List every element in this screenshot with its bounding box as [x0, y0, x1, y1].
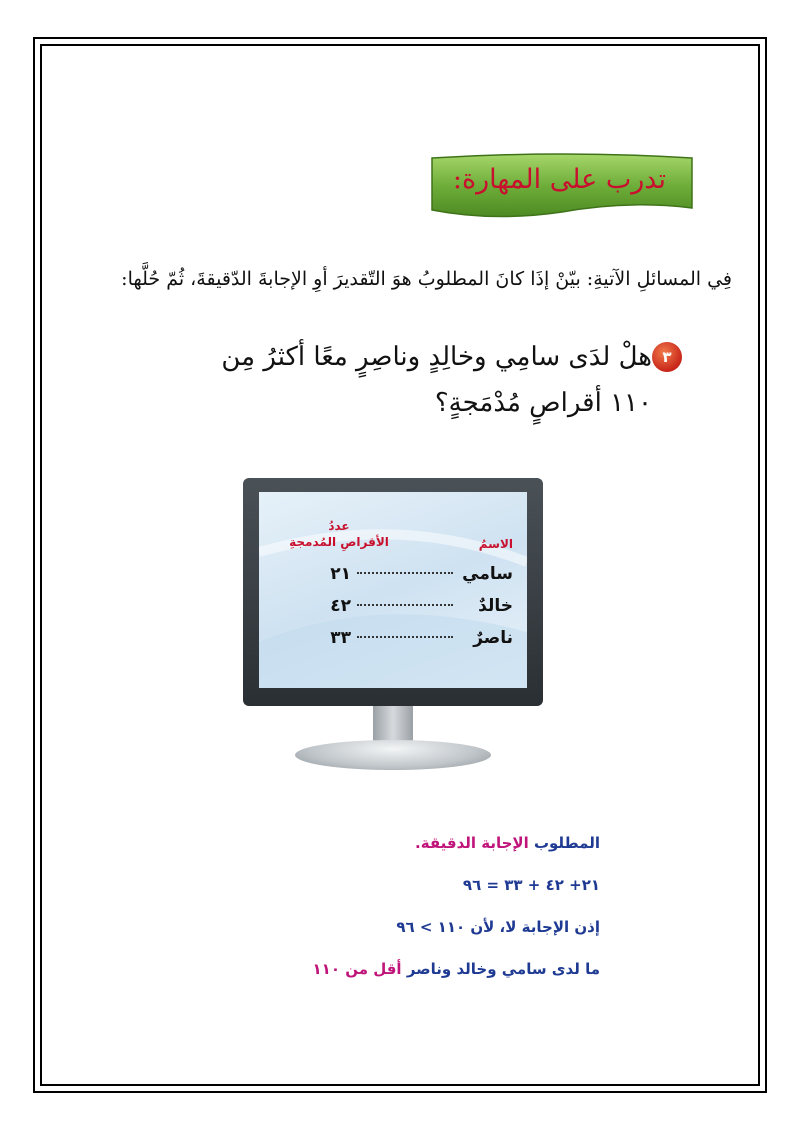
answer-line-1 — [415, 834, 600, 852]
dotted-leader — [357, 636, 453, 638]
row-value: ٤٢ — [330, 596, 351, 616]
dotted-leader — [357, 604, 453, 606]
monitor-screen — [259, 492, 527, 688]
table-row — [273, 564, 513, 588]
answer-required-value: الإجابة الدقيقة. — [415, 834, 529, 852]
column-header-count-line-2: الأقراصِ المُدمجةِ — [289, 535, 389, 549]
question-line-1: هلْ لدَى سامِي وخالِدٍ وناصِرٍ معًا أكثرُ مِن — [221, 342, 652, 372]
table-row — [273, 596, 513, 620]
column-header-count-line-1: عددُ — [328, 519, 350, 533]
answer-conclusion-result: أقل من ١١٠ — [312, 960, 402, 978]
monitor-base — [295, 740, 491, 770]
column-header-name: الاسمُ — [478, 537, 513, 551]
row-name: سامي — [462, 564, 513, 584]
column-header-count — [279, 518, 399, 550]
question-number-badge: ٣ — [652, 342, 682, 372]
answer-line-2: ٢١+ ٤٢ + ٣٣ = ٩٦ — [462, 876, 600, 894]
row-name: ناصرٌ — [473, 628, 513, 648]
question-text — [152, 334, 652, 426]
banner-title: تدرب على المهارة: — [452, 164, 666, 195]
monitor-illustration — [243, 478, 543, 788]
table-row — [273, 628, 513, 652]
monitor-bezel — [243, 478, 543, 706]
row-value: ٣٣ — [330, 628, 351, 648]
row-value: ٢١ — [330, 564, 351, 584]
answer-required-label: المطلوب — [533, 834, 600, 852]
answer-line-3: إذن الإجابة لا، لأن ١١٠ > ٩٦ — [396, 918, 600, 936]
skill-banner — [428, 150, 696, 222]
answer-conclusion-subject: ما لدى سامي وخالد وناصر — [406, 960, 600, 978]
question-line-2: ١١٠ أقراصٍ مُدْمَجةٍ؟ — [434, 388, 652, 418]
dotted-leader — [357, 572, 453, 574]
row-name: خالدٌ — [478, 596, 513, 616]
instruction-text: فِي المسائلِ الآتيةِ: بيّنْ إذَا كانَ المطلوبُ هوَ التّقديرَ أوِ الإجابةَ الدّقيقةَ، ثُمّ حُلَّها: — [121, 268, 732, 290]
answer-line-4 — [313, 960, 600, 978]
